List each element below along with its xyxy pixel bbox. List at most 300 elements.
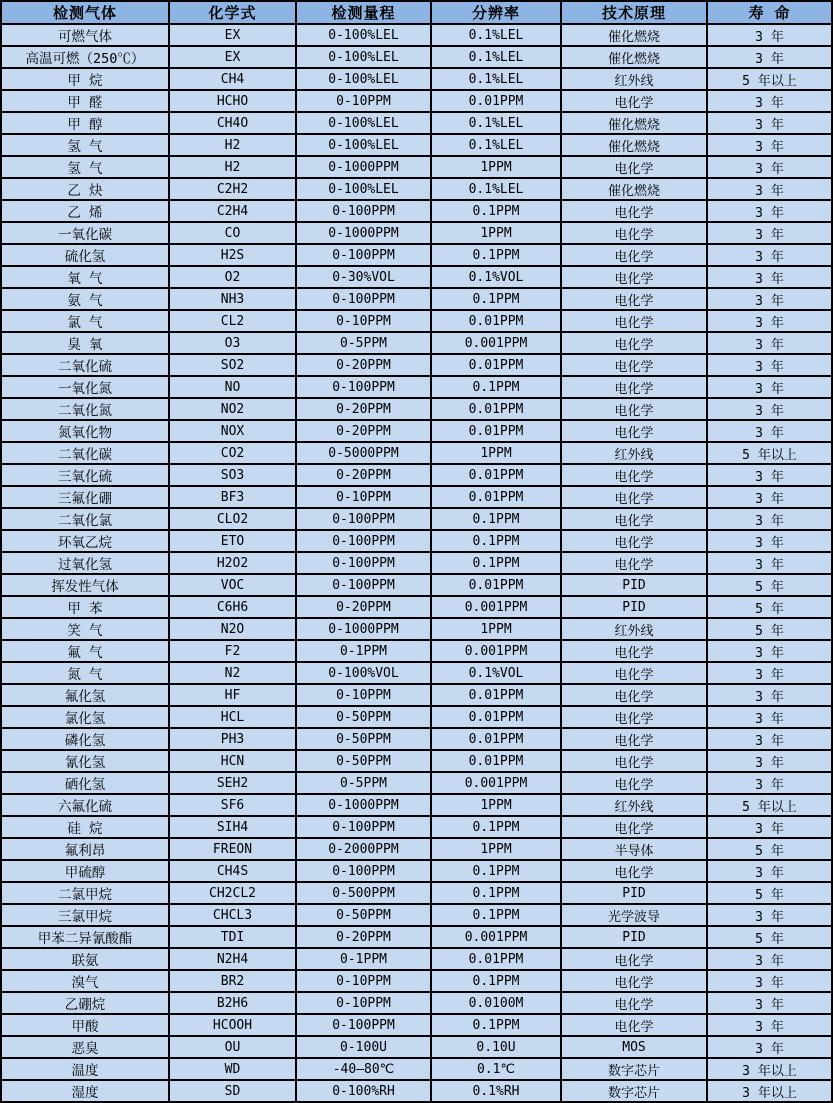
table-row [1,68,832,90]
cell-gas: 湿度 [1,1080,169,1102]
table-row [1,772,832,794]
table-row [1,904,832,926]
table-row [1,112,832,134]
table-row [1,662,832,684]
cell-resolution: 0.1PPM [431,816,561,838]
cell-gas: 环氧乙烷 [1,530,169,552]
cell-principle: 催化燃烧 [561,134,707,156]
cell-resolution: 0.1PPM [431,244,561,266]
table-row [1,574,832,596]
cell-gas: 硒化氢 [1,772,169,794]
cell-resolution: 1PPM [431,222,561,244]
cell-principle: 催化燃烧 [561,24,707,46]
cell-formula: N2O [169,618,296,640]
cell-principle: 电化学 [561,684,707,706]
table-row [1,464,832,486]
cell-range: 0-10PPM [296,970,431,992]
cell-principle: MOS [561,1036,707,1058]
cell-range: 0-1000PPM [296,618,431,640]
cell-principle: 电化学 [561,750,707,772]
cell-range: 0-100%LEL [296,68,431,90]
cell-principle: 电化学 [561,332,707,354]
cell-principle: 电化学 [561,222,707,244]
cell-gas: 氮 气 [1,662,169,684]
cell-resolution: 0.1%LEL [431,178,561,200]
cell-formula: HCL [169,706,296,728]
cell-gas: 笑 气 [1,618,169,640]
cell-lifespan: 3 年 [707,222,832,244]
cell-range: -40—80℃ [296,1058,431,1080]
cell-principle: 电化学 [561,816,707,838]
cell-resolution: 0.01PPM [431,354,561,376]
table-row [1,332,832,354]
cell-principle: 电化学 [561,90,707,112]
cell-resolution: 0.0100M [431,992,561,1014]
cell-resolution: 0.1PPM [431,904,561,926]
cell-lifespan: 3 年以上 [707,1058,832,1080]
cell-gas: 甲硫醇 [1,860,169,882]
cell-lifespan: 3 年 [707,354,832,376]
cell-principle: 电化学 [561,772,707,794]
cell-formula: HCN [169,750,296,772]
cell-resolution: 0.01PPM [431,464,561,486]
cell-resolution: 0.1PPM [431,376,561,398]
cell-formula: SD [169,1080,296,1102]
cell-gas: 乙 烯 [1,200,169,222]
cell-resolution: 0.01PPM [431,728,561,750]
cell-lifespan: 3 年 [707,178,832,200]
table-row [1,134,832,156]
cell-principle: 电化学 [561,420,707,442]
cell-resolution: 0.1%VOL [431,266,561,288]
cell-resolution: 0.01PPM [431,750,561,772]
cell-range: 0-100PPM [296,508,431,530]
cell-lifespan: 5 年 [707,926,832,948]
cell-gas: 二氧化硫 [1,354,169,376]
cell-formula: FREON [169,838,296,860]
cell-principle: 红外线 [561,68,707,90]
cell-range: 0-20PPM [296,926,431,948]
header-row [1,1,832,24]
cell-range: 0-100%LEL [296,112,431,134]
cell-gas: 二氧化碳 [1,442,169,464]
cell-principle: 催化燃烧 [561,46,707,68]
cell-range: 0-100PPM [296,574,431,596]
cell-gas: 甲酸 [1,1014,169,1036]
table-row [1,684,832,706]
column-header-principle: 技术原理 [561,1,707,24]
cell-lifespan: 3 年 [707,948,832,970]
cell-gas: 氮氧化物 [1,420,169,442]
cell-formula: EX [169,24,296,46]
table-row [1,508,832,530]
cell-formula: VOC [169,574,296,596]
cell-range: 0-20PPM [296,464,431,486]
cell-range: 0-1000PPM [296,794,431,816]
cell-resolution: 1PPM [431,442,561,464]
cell-principle: 电化学 [561,486,707,508]
cell-resolution: 0.01PPM [431,420,561,442]
cell-lifespan: 3 年 [707,244,832,266]
cell-formula: CH4 [169,68,296,90]
cell-lifespan: 3 年 [707,112,832,134]
cell-formula: N2 [169,662,296,684]
table-row [1,838,832,860]
cell-formula: HCHO [169,90,296,112]
table-body [1,24,832,1102]
cell-principle: PID [561,882,707,904]
cell-principle: 电化学 [561,156,707,178]
cell-principle: 数字芯片 [561,1080,707,1102]
cell-gas: 甲 醇 [1,112,169,134]
cell-formula: HCOOH [169,1014,296,1036]
cell-gas: 氯化氢 [1,706,169,728]
table-row [1,90,832,112]
cell-lifespan: 5 年以上 [707,68,832,90]
cell-lifespan: 3 年 [707,816,832,838]
cell-range: 0-100PPM [296,816,431,838]
cell-formula: OU [169,1036,296,1058]
table-row [1,640,832,662]
cell-formula: H2S [169,244,296,266]
cell-principle: 电化学 [561,376,707,398]
cell-range: 0-5000PPM [296,442,431,464]
cell-gas: 溴气 [1,970,169,992]
cell-formula: SO3 [169,464,296,486]
cell-lifespan: 3 年 [707,508,832,530]
table-row [1,750,832,772]
cell-principle: 电化学 [561,970,707,992]
column-header-range: 检测量程 [296,1,431,24]
cell-lifespan: 3 年 [707,992,832,1014]
cell-principle: 半导体 [561,838,707,860]
cell-gas: 过氧化氢 [1,552,169,574]
cell-principle: 电化学 [561,728,707,750]
cell-range: 0-1000PPM [296,222,431,244]
cell-formula: CL2 [169,310,296,332]
cell-formula: O2 [169,266,296,288]
cell-resolution: 1PPM [431,156,561,178]
cell-gas: 氢 气 [1,156,169,178]
cell-gas: 挥发性气体 [1,574,169,596]
cell-principle: PID [561,574,707,596]
table-row [1,794,832,816]
cell-principle: 红外线 [561,442,707,464]
cell-resolution: 0.1%LEL [431,134,561,156]
cell-formula: BF3 [169,486,296,508]
cell-gas: 六氟化硫 [1,794,169,816]
cell-principle: 电化学 [561,992,707,1014]
cell-lifespan: 3 年 [707,662,832,684]
cell-resolution: 1PPM [431,618,561,640]
cell-lifespan: 3 年 [707,332,832,354]
cell-principle: 数字芯片 [561,1058,707,1080]
table-row [1,244,832,266]
cell-range: 0-100PPM [296,552,431,574]
cell-lifespan: 3 年 [707,464,832,486]
cell-lifespan: 5 年以上 [707,794,832,816]
table-row [1,926,832,948]
cell-gas: 温度 [1,1058,169,1080]
cell-principle: PID [561,596,707,618]
cell-resolution: 0.1%VOL [431,662,561,684]
cell-lifespan: 3 年以上 [707,1080,832,1102]
cell-lifespan: 3 年 [707,970,832,992]
cell-formula: H2O2 [169,552,296,574]
cell-resolution: 0.1PPM [431,530,561,552]
cell-formula: EX [169,46,296,68]
cell-gas: 恶臭 [1,1036,169,1058]
cell-formula: SEH2 [169,772,296,794]
table-row [1,948,832,970]
cell-range: 0-10PPM [296,684,431,706]
cell-range: 0-100%RH [296,1080,431,1102]
table-row [1,1058,832,1080]
column-header-resolution: 分辨率 [431,1,561,24]
cell-lifespan: 3 年 [707,706,832,728]
cell-resolution: 0.01PPM [431,684,561,706]
table-row [1,354,832,376]
table-row [1,596,832,618]
cell-resolution: 0.01PPM [431,486,561,508]
table-row [1,200,832,222]
cell-resolution: 0.1PPM [431,860,561,882]
column-header-gas: 检测气体 [1,1,169,24]
cell-resolution: 0.10U [431,1036,561,1058]
cell-principle: 电化学 [561,662,707,684]
cell-gas: 二氧化氮 [1,398,169,420]
table-row [1,1014,832,1036]
cell-gas: 硅 烷 [1,816,169,838]
cell-gas: 氢 气 [1,134,169,156]
table-row [1,706,832,728]
table-row [1,222,832,244]
cell-range: 0-100%VOL [296,662,431,684]
cell-range: 0-10PPM [296,992,431,1014]
cell-principle: 催化燃烧 [561,112,707,134]
cell-range: 0-100%LEL [296,178,431,200]
cell-resolution: 0.1%LEL [431,24,561,46]
cell-formula: ETO [169,530,296,552]
cell-formula: WD [169,1058,296,1080]
cell-gas: 二氯甲烷 [1,882,169,904]
cell-gas: 联氨 [1,948,169,970]
cell-principle: 电化学 [561,200,707,222]
cell-range: 0-100PPM [296,530,431,552]
cell-range: 0-100PPM [296,860,431,882]
cell-principle: 电化学 [561,508,707,530]
column-header-lifespan: 寿 命 [707,1,832,24]
table-row [1,552,832,574]
cell-lifespan: 3 年 [707,750,832,772]
cell-gas: 乙 炔 [1,178,169,200]
cell-lifespan: 3 年 [707,288,832,310]
cell-range: 0-30%VOL [296,266,431,288]
cell-formula: N2H4 [169,948,296,970]
cell-resolution: 0.1PPM [431,970,561,992]
table-row [1,970,832,992]
cell-resolution: 0.001PPM [431,596,561,618]
table-row [1,156,832,178]
cell-lifespan: 3 年 [707,376,832,398]
cell-gas: 可燃气体 [1,24,169,46]
cell-range: 0-50PPM [296,750,431,772]
cell-gas: 硫化氢 [1,244,169,266]
cell-range: 0-100PPM [296,200,431,222]
cell-formula: HF [169,684,296,706]
cell-formula: NO2 [169,398,296,420]
cell-resolution: 0.1PPM [431,288,561,310]
cell-principle: 催化燃烧 [561,178,707,200]
cell-lifespan: 3 年 [707,1036,832,1058]
table-row [1,618,832,640]
cell-range: 0-1PPM [296,640,431,662]
cell-lifespan: 3 年 [707,90,832,112]
cell-formula: CH4O [169,112,296,134]
cell-principle: 红外线 [561,618,707,640]
cell-formula: B2H6 [169,992,296,1014]
cell-gas: 氧 气 [1,266,169,288]
table-row [1,24,832,46]
table-row [1,728,832,750]
cell-principle: 电化学 [561,530,707,552]
table-row [1,178,832,200]
cell-principle: 电化学 [561,266,707,288]
cell-formula: NO [169,376,296,398]
cell-gas: 一氧化碳 [1,222,169,244]
cell-principle: 电化学 [561,706,707,728]
cell-range: 0-20PPM [296,420,431,442]
cell-formula: CO2 [169,442,296,464]
cell-resolution: 0.1PPM [431,552,561,574]
cell-gas: 氟 气 [1,640,169,662]
cell-range: 0-100PPM [296,244,431,266]
cell-lifespan: 5 年 [707,838,832,860]
cell-range: 0-100%LEL [296,134,431,156]
cell-formula: PH3 [169,728,296,750]
cell-principle: PID [561,926,707,948]
cell-resolution: 0.01PPM [431,574,561,596]
table-row [1,46,832,68]
cell-lifespan: 3 年 [707,200,832,222]
cell-range: 0-20PPM [296,596,431,618]
cell-formula: C2H2 [169,178,296,200]
cell-gas: 氰化氢 [1,750,169,772]
cell-resolution: 0.01PPM [431,398,561,420]
cell-lifespan: 5 年 [707,882,832,904]
table-row [1,376,832,398]
cell-resolution: 0.1%LEL [431,68,561,90]
cell-gas: 二氧化氯 [1,508,169,530]
cell-formula: SO2 [169,354,296,376]
cell-lifespan: 5 年 [707,596,832,618]
cell-range: 0-10PPM [296,90,431,112]
cell-lifespan: 3 年 [707,134,832,156]
cell-formula: C2H4 [169,200,296,222]
cell-range: 0-2000PPM [296,838,431,860]
cell-gas: 高温可燃（250℃） [1,46,169,68]
cell-formula: H2 [169,156,296,178]
cell-range: 0-50PPM [296,904,431,926]
cell-principle: 电化学 [561,640,707,662]
cell-gas: 甲 烷 [1,68,169,90]
table-row [1,486,832,508]
cell-formula: SIH4 [169,816,296,838]
cell-formula: NH3 [169,288,296,310]
cell-lifespan: 3 年 [707,156,832,178]
cell-resolution: 0.1PPM [431,508,561,530]
cell-range: 0-50PPM [296,728,431,750]
cell-gas: 甲苯二异氰酸酯 [1,926,169,948]
cell-gas: 三氟化硼 [1,486,169,508]
table-row [1,398,832,420]
cell-gas: 三氧化硫 [1,464,169,486]
cell-lifespan: 3 年 [707,24,832,46]
cell-principle: 电化学 [561,244,707,266]
cell-formula: CH4S [169,860,296,882]
cell-principle: 电化学 [561,464,707,486]
cell-resolution: 0.1PPM [431,200,561,222]
cell-lifespan: 3 年 [707,310,832,332]
cell-range: 0-100PPM [296,288,431,310]
cell-range: 0-100PPM [296,376,431,398]
cell-formula: TDI [169,926,296,948]
cell-resolution: 0.001PPM [431,926,561,948]
table-row [1,1080,832,1102]
table-row [1,530,832,552]
cell-resolution: 0.1℃ [431,1058,561,1080]
cell-resolution: 0.001PPM [431,332,561,354]
cell-principle: 电化学 [561,948,707,970]
cell-principle: 电化学 [561,1014,707,1036]
cell-formula: H2 [169,134,296,156]
cell-formula: CO [169,222,296,244]
column-header-formula: 化学式 [169,1,296,24]
cell-range: 0-1000PPM [296,156,431,178]
cell-gas: 一氧化氮 [1,376,169,398]
table-row [1,266,832,288]
cell-range: 0-10PPM [296,310,431,332]
cell-resolution: 1PPM [431,838,561,860]
cell-lifespan: 3 年 [707,486,832,508]
cell-resolution: 0.01PPM [431,706,561,728]
cell-formula: CHCL3 [169,904,296,926]
cell-formula: F2 [169,640,296,662]
cell-lifespan: 5 年 [707,574,832,596]
cell-lifespan: 5 年 [707,618,832,640]
cell-formula: C6H6 [169,596,296,618]
cell-range: 0-100U [296,1036,431,1058]
cell-resolution: 0.01PPM [431,948,561,970]
table-row [1,310,832,332]
cell-resolution: 0.1PPM [431,882,561,904]
cell-formula: O3 [169,332,296,354]
cell-gas: 氨 气 [1,288,169,310]
cell-lifespan: 3 年 [707,552,832,574]
cell-lifespan: 3 年 [707,530,832,552]
cell-resolution: 0.1%LEL [431,46,561,68]
cell-resolution: 0.01PPM [431,90,561,112]
cell-formula: CH2CL2 [169,882,296,904]
table-row [1,816,832,838]
cell-resolution: 0.001PPM [431,772,561,794]
cell-gas: 氟利昂 [1,838,169,860]
cell-formula: SF6 [169,794,296,816]
cell-range: 0-100%LEL [296,24,431,46]
cell-formula: BR2 [169,970,296,992]
cell-lifespan: 3 年 [707,860,832,882]
cell-resolution: 0.01PPM [431,310,561,332]
